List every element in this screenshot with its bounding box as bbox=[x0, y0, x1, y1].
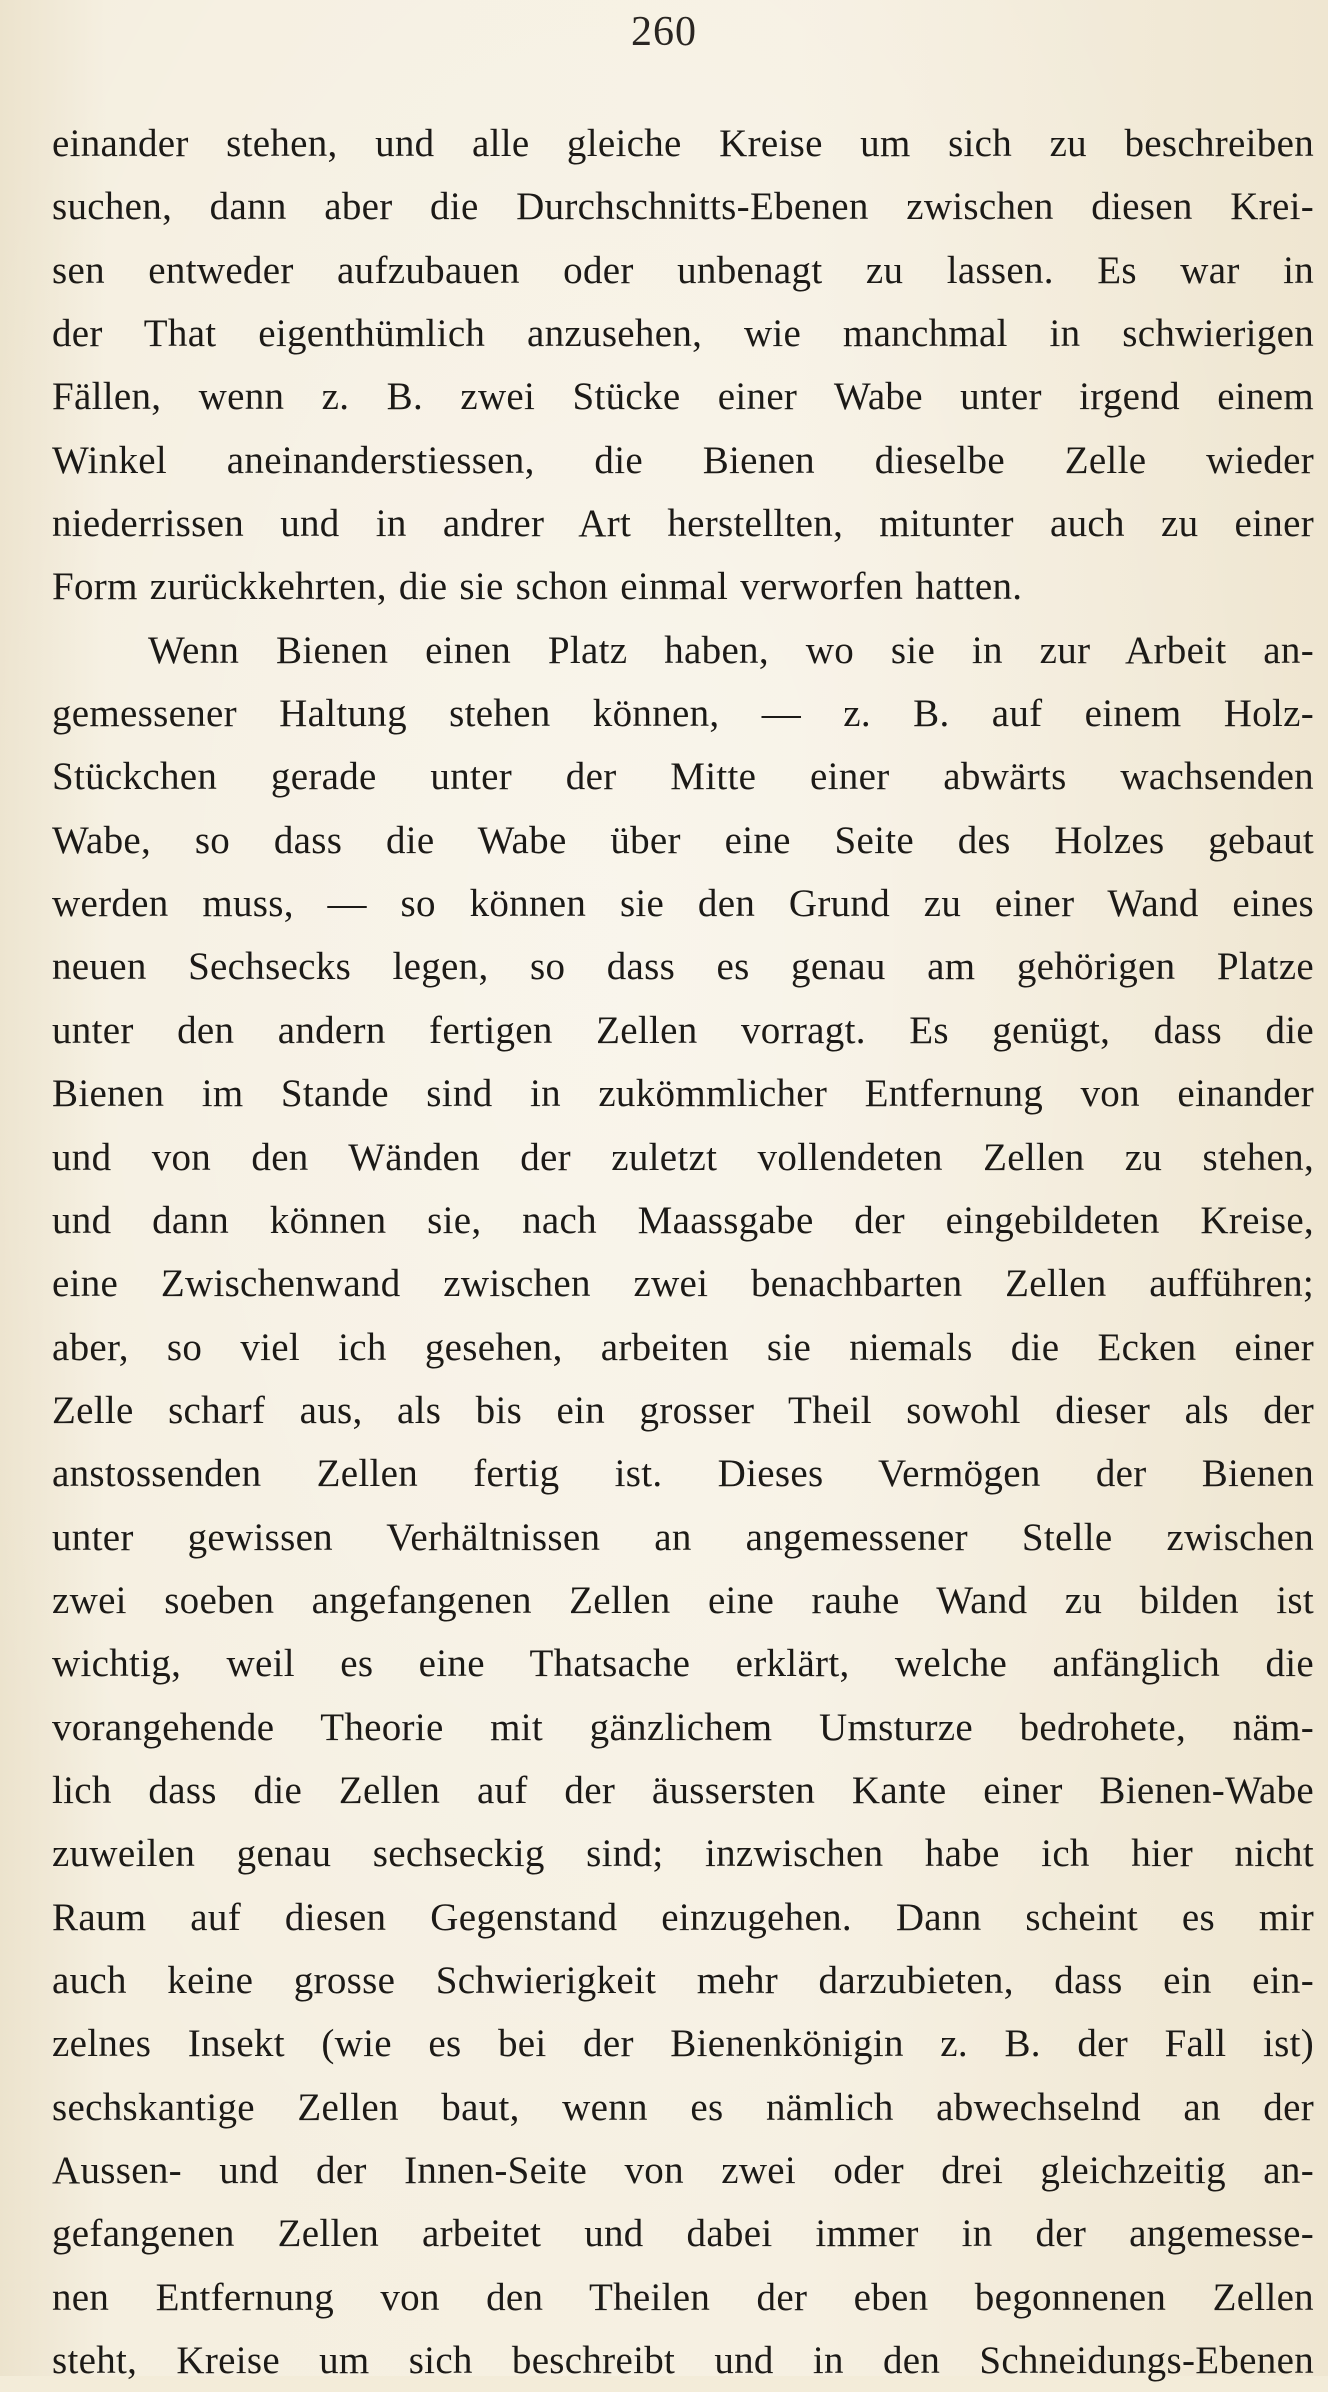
text-line: unter gewissen Verhältnissen an angemessener Stelle zwischen bbox=[52, 1515, 1314, 1559]
text-line: sechskantige Zellen baut, wenn es nämlich abwechselnd an der bbox=[52, 2085, 1314, 2129]
text-line: aber, so viel ich gesehen, arbeiten sie niemals die Ecken einer bbox=[52, 1325, 1314, 1369]
text-line: zelnes Insekt (wie es bei der Bienenkönigin z. B. der Fall ist) bbox=[52, 2022, 1314, 2066]
text-line: Winkel aneinanderstiessen, die Bienen dieselbe Zelle wieder bbox=[52, 438, 1314, 482]
text-line: gemessener Haltung stehen können, — z. B. auf einem Holz- bbox=[52, 692, 1314, 736]
text-line: anstossenden Zellen fertig ist. Dieses Vermögen der Bienen bbox=[52, 1452, 1314, 1496]
text-line: zuweilen genau sechseckig sind; inzwischen habe ich hier nicht bbox=[52, 1832, 1314, 1876]
paragraph-1 bbox=[52, 112, 1314, 619]
text-line: Wabe, so dass die Wabe über eine Seite des Holzes gebaut bbox=[52, 818, 1314, 862]
text-line: und von den Wänden der zuletzt vollendeten Zellen zu stehen, bbox=[52, 1135, 1314, 1179]
text-line: niederrissen und in andrer Art herstellten, mitunter auch zu einer bbox=[52, 502, 1314, 546]
text-line: suchen, dann aber die Durchschnitts-Ebenen zwischen diesen Krei- bbox=[52, 185, 1314, 229]
text-line: eine Zwischenwand zwischen zwei benachbarten Zellen aufführen; bbox=[52, 1262, 1314, 1306]
text-line: unter den andern fertigen Zellen vorragt. Es genügt, dass die bbox=[52, 1008, 1314, 1052]
text-line: sen entweder aufzubauen oder unbenagt zu lassen. Es war in bbox=[52, 248, 1314, 292]
page-number: 260 bbox=[631, 9, 697, 55]
text-line: einander stehen, und alle gleiche Kreise um sich zu beschreiben bbox=[52, 122, 1314, 165]
text-line: Bienen im Stande sind in zukömmlicher Entfernung von einander bbox=[52, 1072, 1314, 1116]
paragraph-2 bbox=[52, 619, 1314, 2392]
text-line: gefangenen Zellen arbeitet und dabei immer in der angemesse- bbox=[52, 2212, 1314, 2256]
text-line: werden muss, — so können sie den Grund zu einer Wand eines bbox=[52, 882, 1314, 926]
text-line: auch keine grosse Schwierigkeit mehr darzubieten, dass ein ein- bbox=[52, 1958, 1314, 2002]
text-line: lich dass die Zellen auf der äussersten Kante einer Bienen-Wabe bbox=[52, 1768, 1314, 1812]
body-text bbox=[52, 112, 1314, 2392]
text-line: Fällen, wenn z. B. zwei Stücke einer Wabe unter irgend einem bbox=[52, 375, 1314, 419]
text-line: nen Entfernung von den Theilen der eben begonnenen Zellen bbox=[52, 2275, 1314, 2319]
text-line: zwei soeben angefangenen Zellen eine rauhe Wand zu bilden ist bbox=[52, 1578, 1314, 1622]
text-line: Wenn Bienen einen Platz haben, wo sie in zur Arbeit an- bbox=[148, 628, 1314, 672]
text-line: Zelle scharf aus, als bis ein grosser Theil sowohl dieser als der bbox=[52, 1388, 1314, 1432]
text-line: vorangehende Theorie mit gänzlichem Umsturze bedrohete, näm- bbox=[52, 1705, 1314, 1749]
text-line: Raum auf diesen Gegenstand einzugehen. Dann scheint es mir bbox=[52, 1895, 1314, 1939]
text-line: Aussen- und der Innen-Seite von zwei oder drei gleichzeitig an- bbox=[52, 2149, 1314, 2192]
text-line: der That eigenthümlich anzusehen, wie manchmal in schwierigen bbox=[52, 312, 1314, 356]
text-line: Stückchen gerade unter der Mitte einer abwärts wachsenden bbox=[52, 755, 1314, 799]
text-line: steht, Kreise um sich beschreibt und in den Schneidungs-Ebenen bbox=[52, 2339, 1314, 2383]
text-line: neuen Sechsecks legen, so dass es genau am gehörigen Platze bbox=[52, 945, 1314, 989]
text-line: und dann können sie, nach Maassgabe der eingebildeten Kreise, bbox=[52, 1198, 1314, 1242]
text-line: Form zurückkehrten, die sie schon einmal verworfen hatten. bbox=[52, 565, 1023, 609]
text-line: wichtig, weil es eine Thatsache erklärt, welche anfänglich die bbox=[52, 1642, 1314, 1686]
